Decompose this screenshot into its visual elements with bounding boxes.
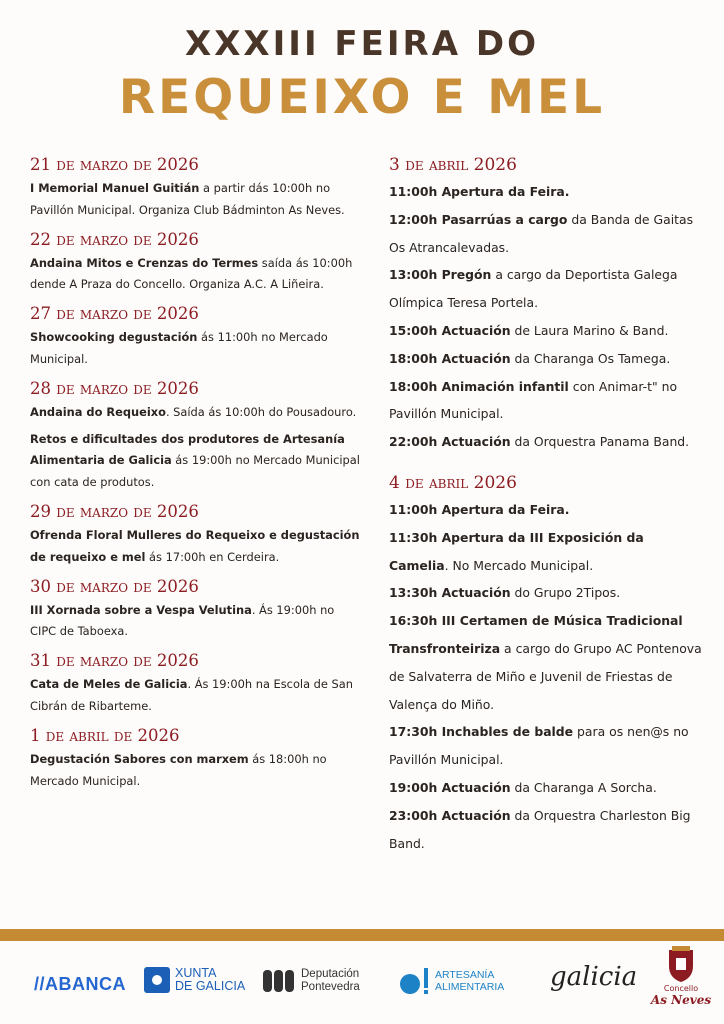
artesania-emblem-icon bbox=[398, 966, 430, 996]
artesania-logo bbox=[398, 966, 504, 996]
event-title: 18:00h Actuación bbox=[389, 350, 511, 366]
event-detail: . Saída ás 10:00h do Pousadouro. bbox=[165, 404, 357, 419]
xunta-text-1: XUNTA bbox=[175, 966, 217, 980]
concello-shield-icon bbox=[666, 946, 696, 984]
concello-logo bbox=[650, 946, 712, 1007]
event-entry bbox=[389, 802, 707, 858]
event-entry bbox=[30, 749, 362, 793]
event-date: 28 de marzo de 2026 bbox=[30, 378, 199, 398]
concello-text-2: As Neves bbox=[650, 993, 712, 1007]
event-detail: da Charanga Os Tamega. bbox=[510, 350, 671, 366]
abanca-text: //ABANCA bbox=[34, 974, 126, 994]
event-title: 17:30h Inchables de balde bbox=[389, 724, 574, 740]
event-entry bbox=[30, 525, 362, 569]
page-title-line2: REQUEIXO E MEL bbox=[118, 70, 606, 125]
event-title: III Xornada sobre a Vespa Velutina bbox=[30, 602, 252, 617]
event-entry bbox=[389, 206, 707, 262]
left-column bbox=[30, 152, 362, 797]
event-title: 11:00h Apertura da Feira. bbox=[389, 501, 570, 517]
event-date: 30 de marzo de 2026 bbox=[30, 576, 199, 596]
event-title: 13:00h Pregón bbox=[389, 267, 492, 283]
event-detail: saída ás 10:00h dende A Praza do Concello. Organiza A.C. A Liñeira. bbox=[30, 255, 353, 292]
event-title: Cata de Meles de Galicia bbox=[30, 677, 188, 692]
event-title: 16:30h III Certamen de Música Tradicional Transfronteiriza bbox=[389, 613, 683, 656]
concello-text-1: Concello bbox=[663, 984, 699, 993]
event-entry bbox=[30, 327, 362, 371]
deputacion-emblem-icon bbox=[262, 968, 296, 994]
event-entry bbox=[389, 607, 707, 718]
event-entry bbox=[389, 496, 707, 524]
event-date: 27 de marzo de 2026 bbox=[30, 304, 199, 324]
event-title: Andaina do Requeixo bbox=[30, 404, 166, 419]
event-entry bbox=[30, 429, 362, 494]
event-entry bbox=[389, 774, 707, 802]
event-detail: a partir dás 10:00h no Pavillón Municipal. Organiza Club Bádminton As Neves. bbox=[30, 181, 345, 217]
abanca-logo bbox=[34, 974, 126, 995]
event-entry bbox=[30, 178, 362, 222]
event-detail: ás 18:00h no Mercado Municipal. bbox=[30, 751, 327, 788]
event-detail: de Laura Marino & Band. bbox=[510, 322, 669, 338]
event-detail: ás 17:00h en Cerdeira. bbox=[145, 549, 280, 564]
event-title: Andaina Mitos e Crenzas do Termes bbox=[30, 255, 259, 270]
galicia-text: galicia bbox=[550, 962, 638, 992]
event-entry bbox=[389, 317, 707, 345]
artesania-text-1: ARTESANÍA bbox=[435, 968, 495, 981]
event-title: Retos e dificultades dos produtores de Artesanía Alimentaria de Galicia bbox=[30, 431, 345, 468]
event-detail: con Animar-t" no Pavillón Municipal. bbox=[389, 378, 678, 422]
right-column bbox=[389, 152, 707, 857]
event-detail: do Grupo 2Tipos. bbox=[510, 585, 621, 601]
event-entry bbox=[389, 718, 707, 774]
event-date: 31 de marzo de 2026 bbox=[30, 651, 199, 671]
event-entry bbox=[30, 674, 362, 718]
divider-bar bbox=[0, 929, 724, 941]
event-entry bbox=[389, 373, 707, 429]
deputacion-text-2: Pontevedra bbox=[301, 981, 360, 993]
event-detail: . Ás 19:00h no CIPC de Taboexa. bbox=[30, 602, 335, 639]
event-detail: . No Mercado Municipal. bbox=[444, 557, 594, 573]
deputacion-logo bbox=[262, 968, 360, 994]
event-detail: da Orquestra Panama Band. bbox=[510, 434, 690, 450]
event-title: 11:30h Apertura da III Exposición da Camelia bbox=[389, 529, 644, 573]
event-detail: a cargo da Deportista Galega Olímpica Teresa Portela. bbox=[389, 267, 678, 311]
event-detail: ás 19:00h no Mercado Municipal con cata de produtos. bbox=[30, 453, 360, 490]
event-detail: da Charanga A Sorcha. bbox=[510, 779, 657, 795]
event-date: 21 de marzo de 2026 bbox=[30, 155, 199, 174]
event-entry bbox=[30, 402, 362, 424]
event-detail: da Banda de Gaitas Os Atrancalevadas. bbox=[389, 211, 694, 255]
deputacion-text-1: Deputación bbox=[301, 968, 360, 980]
event-entry bbox=[30, 253, 362, 297]
event-title: I Memorial Manuel Guitián bbox=[30, 181, 200, 195]
event-title: 23:00h Actuación bbox=[389, 807, 511, 823]
event-date: 1 de abril de 2026 bbox=[30, 725, 180, 745]
page-title-line1: XXXIII FEIRA DO bbox=[185, 24, 539, 64]
event-title: 18:00h Animación infantil bbox=[389, 378, 569, 394]
event-date: 3 de abril 2026 bbox=[389, 155, 517, 175]
event-entry bbox=[389, 524, 707, 580]
event-detail: ás 11:00h no Mercado Municipal. bbox=[30, 330, 328, 366]
event-title: Degustación Sabores con marxem bbox=[30, 751, 249, 766]
event-entry bbox=[389, 428, 707, 456]
event-date: 4 de abril 2026 bbox=[389, 472, 517, 493]
event-entry bbox=[389, 579, 707, 607]
xunta-logo bbox=[143, 966, 245, 994]
event-entry bbox=[389, 178, 707, 206]
event-title: 22:00h Actuación bbox=[389, 434, 511, 450]
xunta-text-2: DE GALICIA bbox=[175, 979, 246, 993]
event-date: 22 de marzo de 2026 bbox=[30, 229, 199, 249]
event-entry bbox=[30, 600, 362, 644]
event-date: 29 de marzo de 2026 bbox=[30, 501, 199, 521]
sponsor-logos bbox=[0, 944, 724, 1024]
event-detail: . Ás 19:00h na Escola de San Cibrán de Ribarteme. bbox=[30, 677, 353, 713]
event-title: 15:00h Actuación bbox=[389, 322, 511, 338]
event-detail: para os nen@s no Pavillón Municipal. bbox=[389, 724, 689, 768]
event-title: 19:00h Actuación bbox=[389, 779, 511, 795]
event-title: Showcooking degustación bbox=[30, 330, 198, 345]
event-detail: da Orquestra Charleston Big Band. bbox=[389, 807, 691, 851]
artesania-text-2: ALIMENTARIA bbox=[435, 981, 505, 993]
event-entry bbox=[389, 261, 707, 317]
event-title: Ofrenda Floral Mulleres do Requeixo e degustación de requeixo e mel bbox=[30, 527, 360, 564]
event-title: 12:00h Pasarrúas a cargo bbox=[389, 211, 568, 227]
galicia-logo bbox=[550, 962, 637, 992]
event-title: 13:30h Actuación bbox=[389, 585, 511, 601]
event-title: 11:00h Apertura da Feira. bbox=[389, 184, 570, 199]
xunta-emblem-icon bbox=[143, 966, 171, 994]
event-entry bbox=[389, 345, 707, 373]
event-detail: a cargo do Grupo AC Pontenova de Salvaterra de Miño e Juvenil de Friestas de Valença do Miño. bbox=[389, 640, 702, 712]
